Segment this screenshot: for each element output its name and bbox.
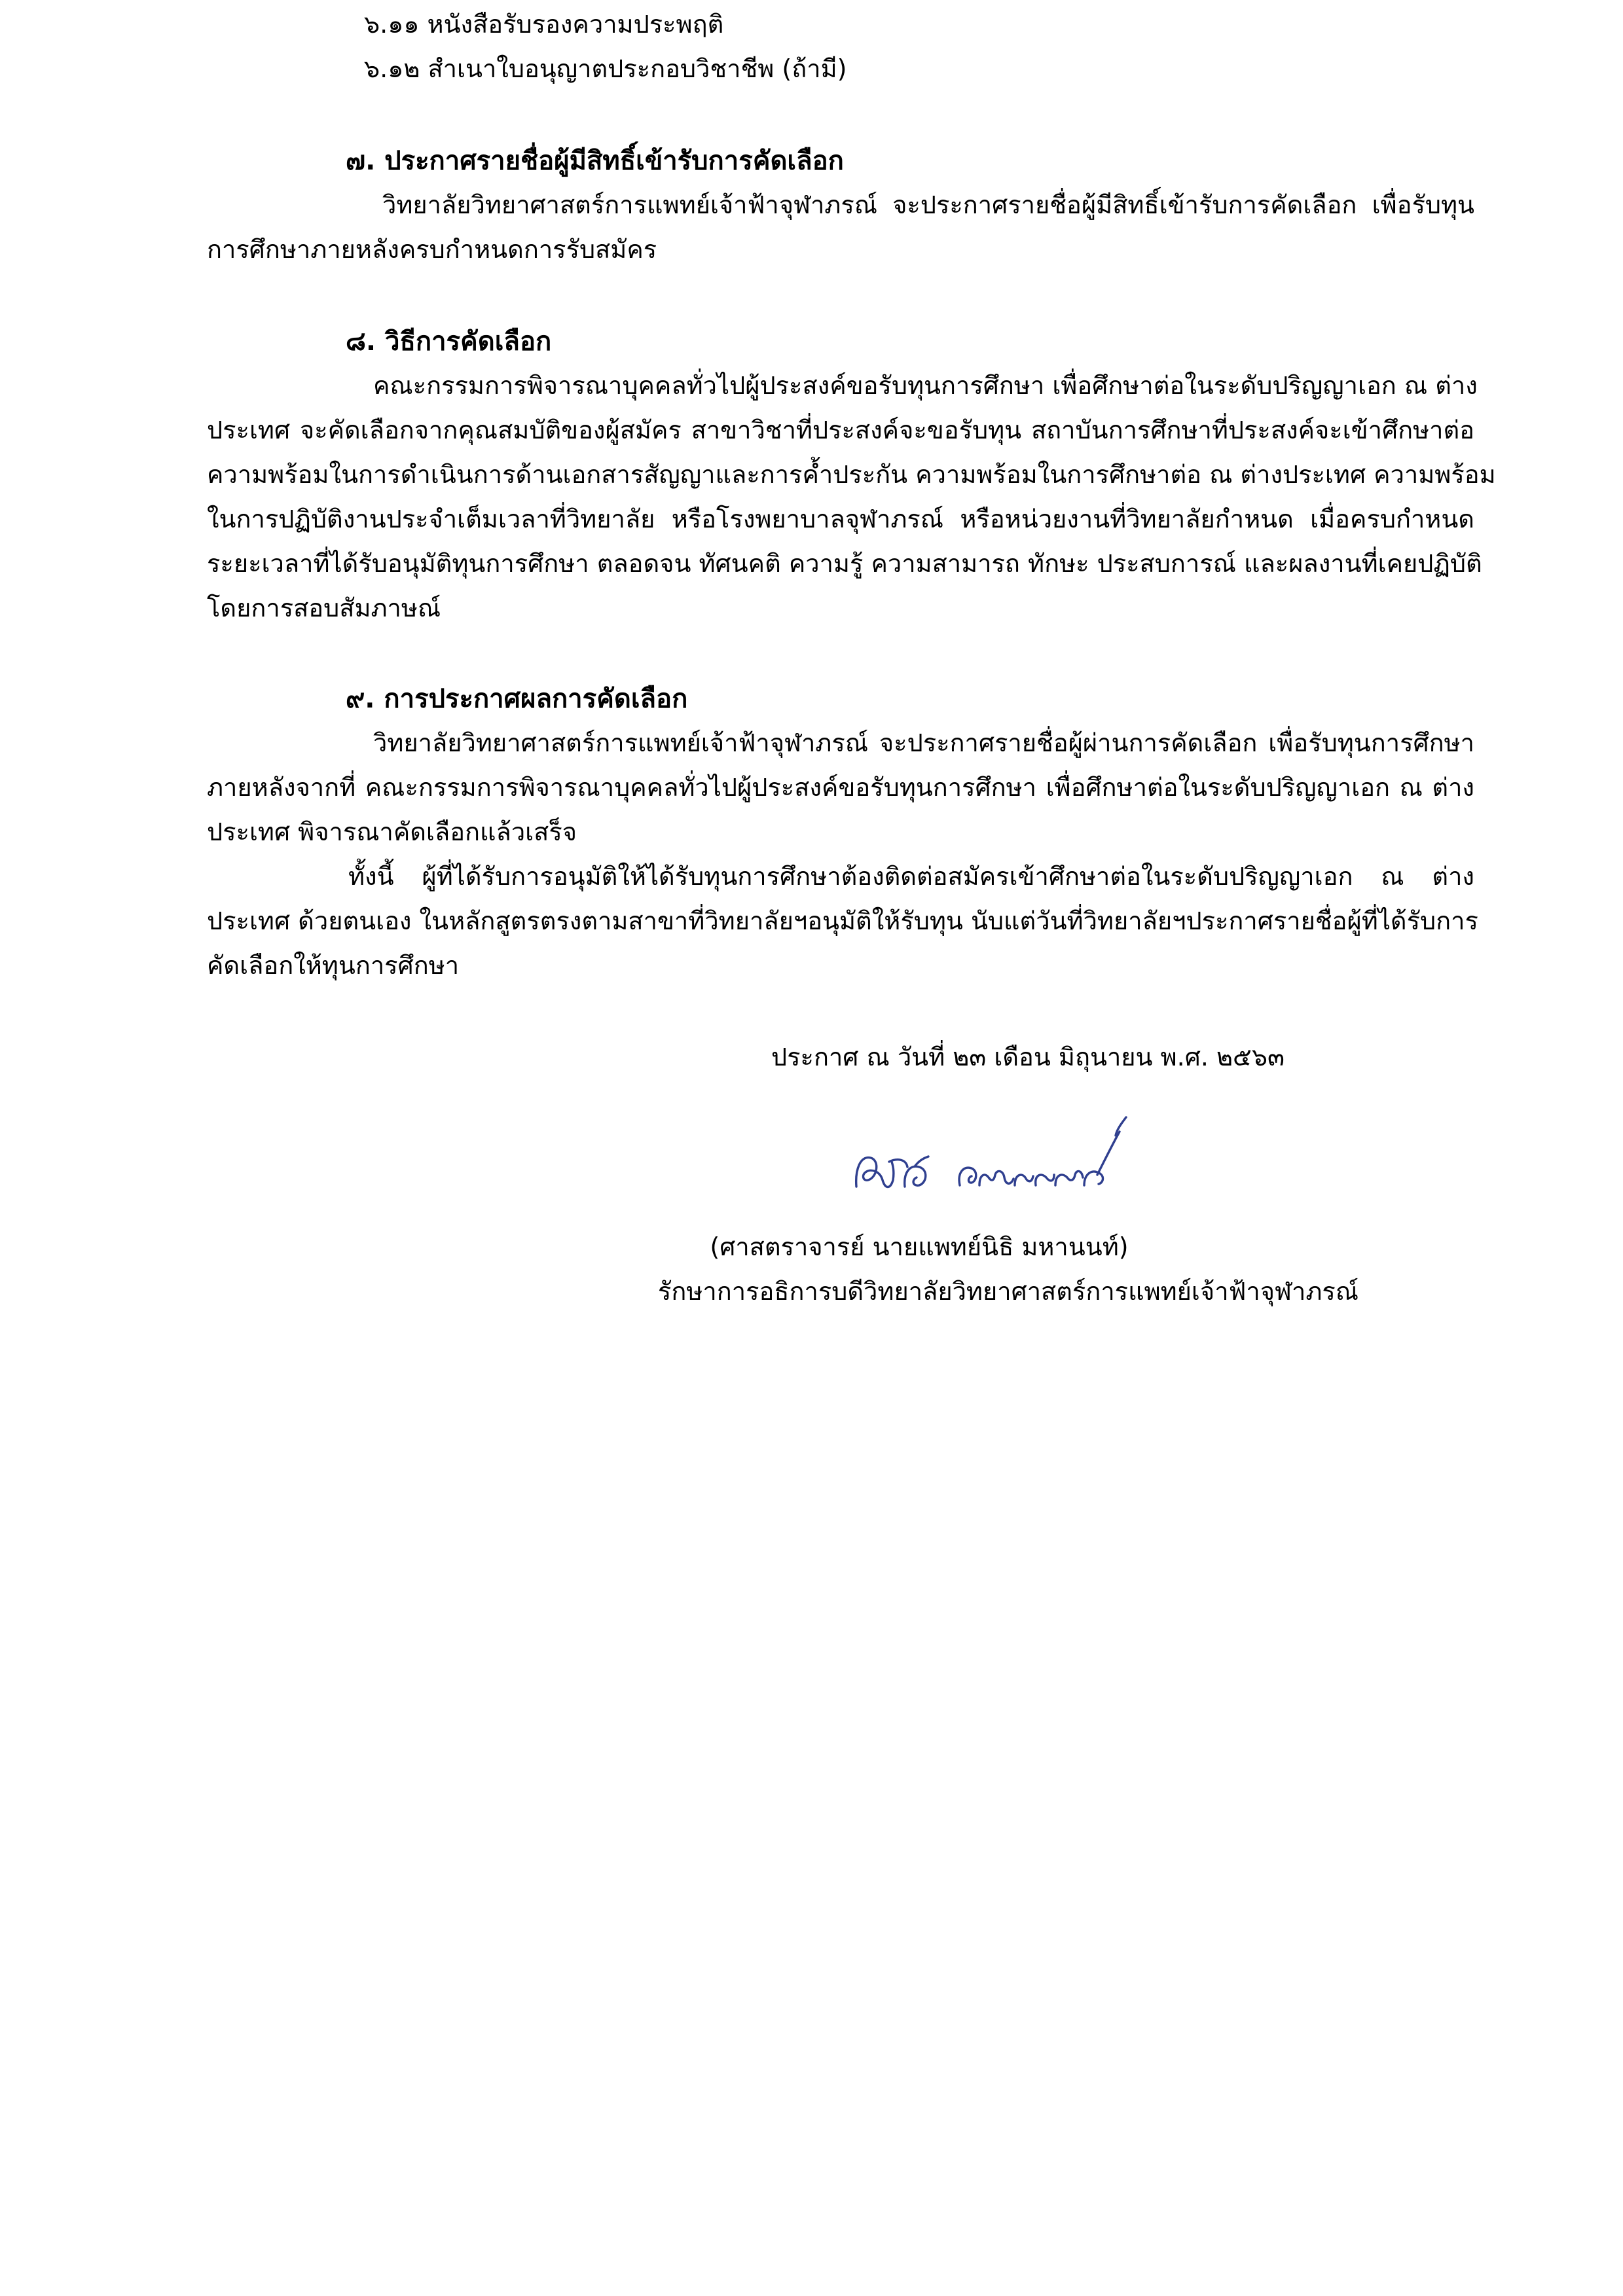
section-7-line-1: วิทยาลัยวิทยาศาสตร์การแพทย์เจ้าฟ้าจุฬาภรณ์ จะประกาศรายชื่อผู้มีสิทธิ์เข้ารับการคัดเลือก เพื่อรับทุน — [382, 190, 1474, 219]
section-9-heading: ๙. การประกาศผลการคัดเลือก — [346, 684, 688, 714]
section-8-line-2: ประเทศ จะคัดเลือกจากคุณสมบัติของผู้สมัคร สาขาวิชาที่ประสงค์จะขอรับทุน สถาบันการศึกษาที่ประสงค์จะเข้าศึกษาต่อ — [207, 416, 1474, 444]
section-9-line-1: วิทยาลัยวิทยาศาสตร์การแพทย์เจ้าฟ้าจุฬาภรณ์ จะประกาศรายชื่อผู้ผ่านการคัดเลือก เพื่อรับทุนการศึกษา — [373, 728, 1474, 757]
section-7-heading: ๗. ประกาศรายชื่อผู้มีสิทธิ์เข้ารับการคัดเลือก — [346, 146, 844, 176]
section-9-note-line-2: ประเทศ ด้วยตนเอง ในหลักสูตรตรงตามสาขาที่วิทยาลัยฯอนุมัติให้รับทุน นับแต่วันที่วิทยาลัยฯประกาศรายชื่อผู้ที่ได้รับการ — [207, 906, 1478, 935]
signer-name: (ศาสตราจารย์ นายแพทย์นิธิ มหานนท์) — [710, 1232, 1129, 1261]
doc-item-6-12: ๖.๑๒ สำเนาใบอนุญาตประกอบวิชาชีพ (ถ้ามี) — [364, 54, 847, 83]
section-9-note-line-3: คัดเลือกให้ทุนการศึกษา — [207, 951, 460, 980]
section-8-line-4: ในการปฏิบัติงานประจำเต็มเวลาที่วิทยาลัย หรือโรงพยาบาลจุฬาภรณ์ หรือหน่วยงานที่วิทยาลัยกำหนด เมื่อครบกำหนด — [207, 505, 1474, 533]
section-8-line-1: คณะกรรมการพิจารณาบุคคลทั่วไปผู้ประสงค์ขอรับทุนการศึกษา เพื่อศึกษาต่อในระดับปริญญาเอก ณ ต่าง — [373, 371, 1478, 400]
handwritten-signature — [851, 1109, 1159, 1221]
section-8-line-3: ความพร้อมในการดำเนินการด้านเอกสารสัญญาและการค้ำประกัน ความพร้อมในการศึกษาต่อ ณ ต่างประเทศ ความพร้อม — [207, 460, 1496, 489]
section-9-line-2: ภายหลังจากที่ คณะกรรมการพิจารณาบุคคลทั่วไปผู้ประสงค์ขอรับทุนการศึกษา เพื่อศึกษาต่อในระดับปริญญาเอก ณ ต่าง — [207, 773, 1474, 802]
section-7-line-2: การศึกษาภายหลังครบกำหนดการรับสมัคร — [207, 235, 657, 264]
signer-position: รักษาการอธิการบดีวิทยาลัยวิทยาศาสตร์การแพทย์เจ้าฟ้าจุฬาภรณ์ — [657, 1277, 1359, 1306]
section-9-line-3: ประเทศ พิจารณาคัดเลือกแล้วเสร็จ — [207, 817, 577, 846]
section-8-heading: ๘. วิธีการคัดเลือก — [346, 327, 552, 357]
doc-item-6-11: ๖.๑๑ หนังสือรับรองความประพฤติ — [364, 10, 724, 39]
announcement-date: ประกาศ ณ วันที่ ๒๓ เดือน มิถุนายน พ.ศ. ๒๕๖๓ — [771, 1043, 1285, 1071]
section-9-note-line-1: ทั้งนี้ ผู้ที่ได้รับการอนุมัติให้ได้รับทุนการศึกษาต้องติดต่อสมัครเข้าศึกษาต่อในระดับปริญญาเอก ณ ต่าง — [348, 862, 1474, 891]
section-8-line-6: โดยการสอบสัมภาษณ์ — [207, 594, 441, 622]
section-8-line-5: ระยะเวลาที่ได้รับอนุมัติทุนการศึกษา ตลอดจน ทัศนคติ ความรู้ ความสามารถ ทักษะ ประสบการณ์ และผลงานที่เคยปฏิบัติ — [207, 549, 1482, 578]
